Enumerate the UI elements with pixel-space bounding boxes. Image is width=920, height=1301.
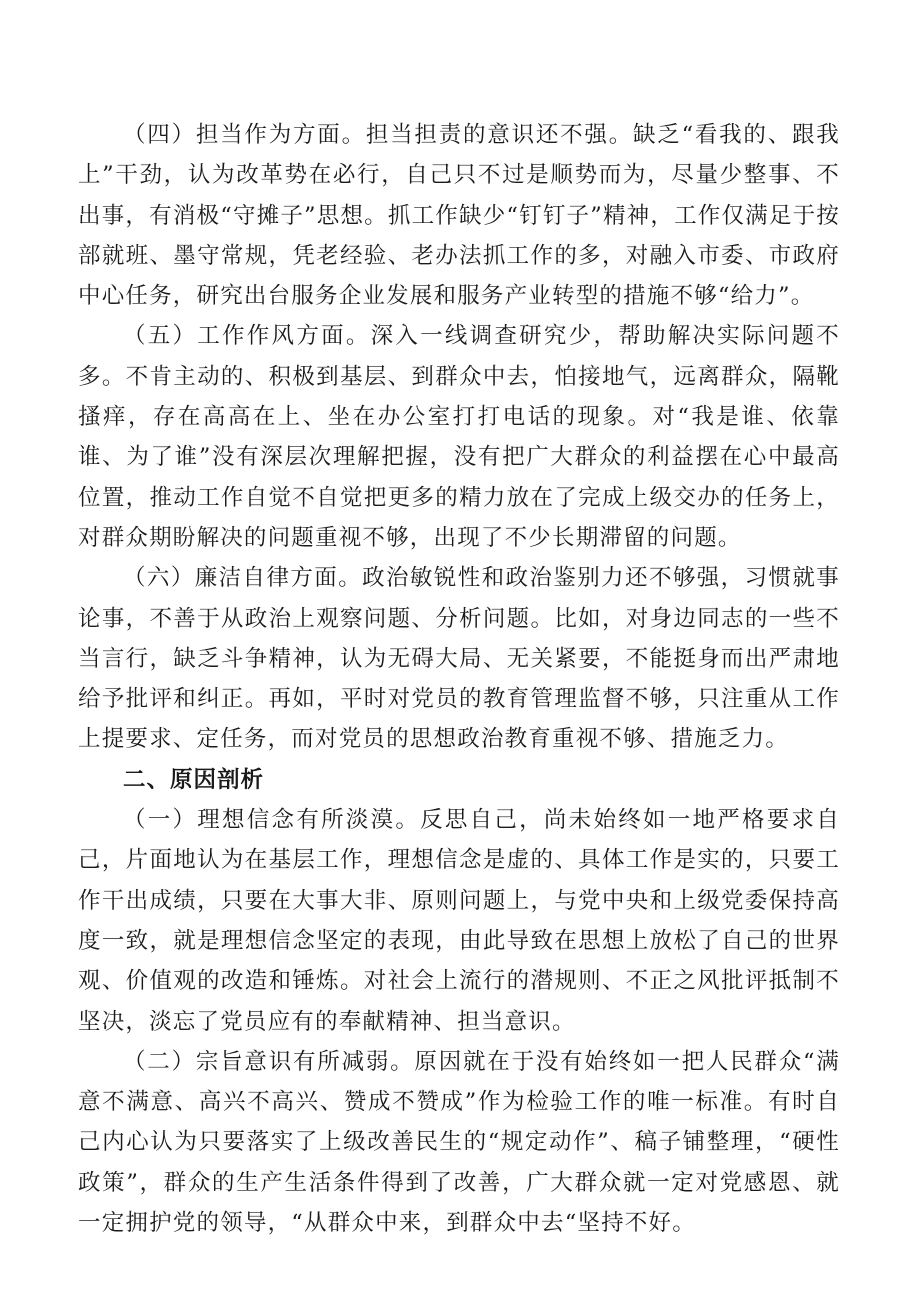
paragraph-responsibility: （四）担当作为方面。担当担责的意识还不强。缺乏“看我的、跟我上”干劲，认为改革势在必行，自己只不过是顺势而为，尽量少整事、不出事，有消极“守摊子”思想。抓工作缺少“钉钉子”精神，工作仅满足于按部就班、墨守常规，凭老经验、老办法抓工作的多，对融入市委、市政府中心任务，研究出台服务企业发展和服务产业转型的措施不够“给力”。 [78, 122, 840, 310]
document-body [78, 115, 840, 1243]
paragraph-ideals-beliefs: （一）理想信念有所淡漠。反思自己，尚未始终如一地严格要求自己，片面地认为在基层工作，理想信念是虚的、具体工作是实的，只要工作干出成绩，只要在大事大非、原则问题上，与党中央和上级党委保持高度一致，就是理想信念坚定的表现，由此导致在思想上放松了自己的世界观、价值观的改造和锤炼。对社会上流行的潜规则、不正之风批评抵制不坚决，淡忘了党员应有的奉献精神、担当意识。 [78, 807, 840, 1035]
paragraph-work-style: （五）工作作风方面。深入一线调查研究少，帮助解决实际问题不多。不肯主动的、积极到基层、到群众中去，怕接地气，远离群众，隔靴搔痒，存在高高在上、坐在办公室打打电话的现象。对“我是谁、依靠谁、为了谁”没有深层次理解把握，没有把广大群众的利益摆在心中最高位置，推动工作自觉不自觉把更多的精力放在了完成上级交办的任务上，对群众期盼解决的问题重视不够，出现了不少长期滞留的问题。 [78, 323, 840, 551]
paragraph-integrity: （六）廉洁自律方面。政治敏锐性和政治鉴别力还不够强，习惯就事论事，不善于从政治上观察问题、分析问题。比如，对身边同志的一些不当言行，缺乏斗争精神，认为无碍大局、无关紧要，不能挺身而出严肃地给予批评和纠正。再如，平时对党员的教育管理监督不够，只注重从工作上提要求、定任务，而对党员的思想政治教育重视不够、措施乏力。 [78, 565, 840, 753]
paragraph-purpose-awareness: （二）宗旨意识有所减弱。原因就在于没有始终如一把人民群众“满意不满意、高兴不高兴、赞成不赞成”作为检验工作的唯一标准。有时自己内心认为只要落实了上级改善民生的“规定动作”、稿子铺整理，“硬性政策”，群众的生产生活条件得到了改善，广大群众就一定对党感恩、就一定拥护党的领导，“从群众中来，到群众中去“坚持不好。 [78, 1048, 840, 1237]
section-heading-cause-analysis: 二、原因剖析 [123, 766, 265, 793]
